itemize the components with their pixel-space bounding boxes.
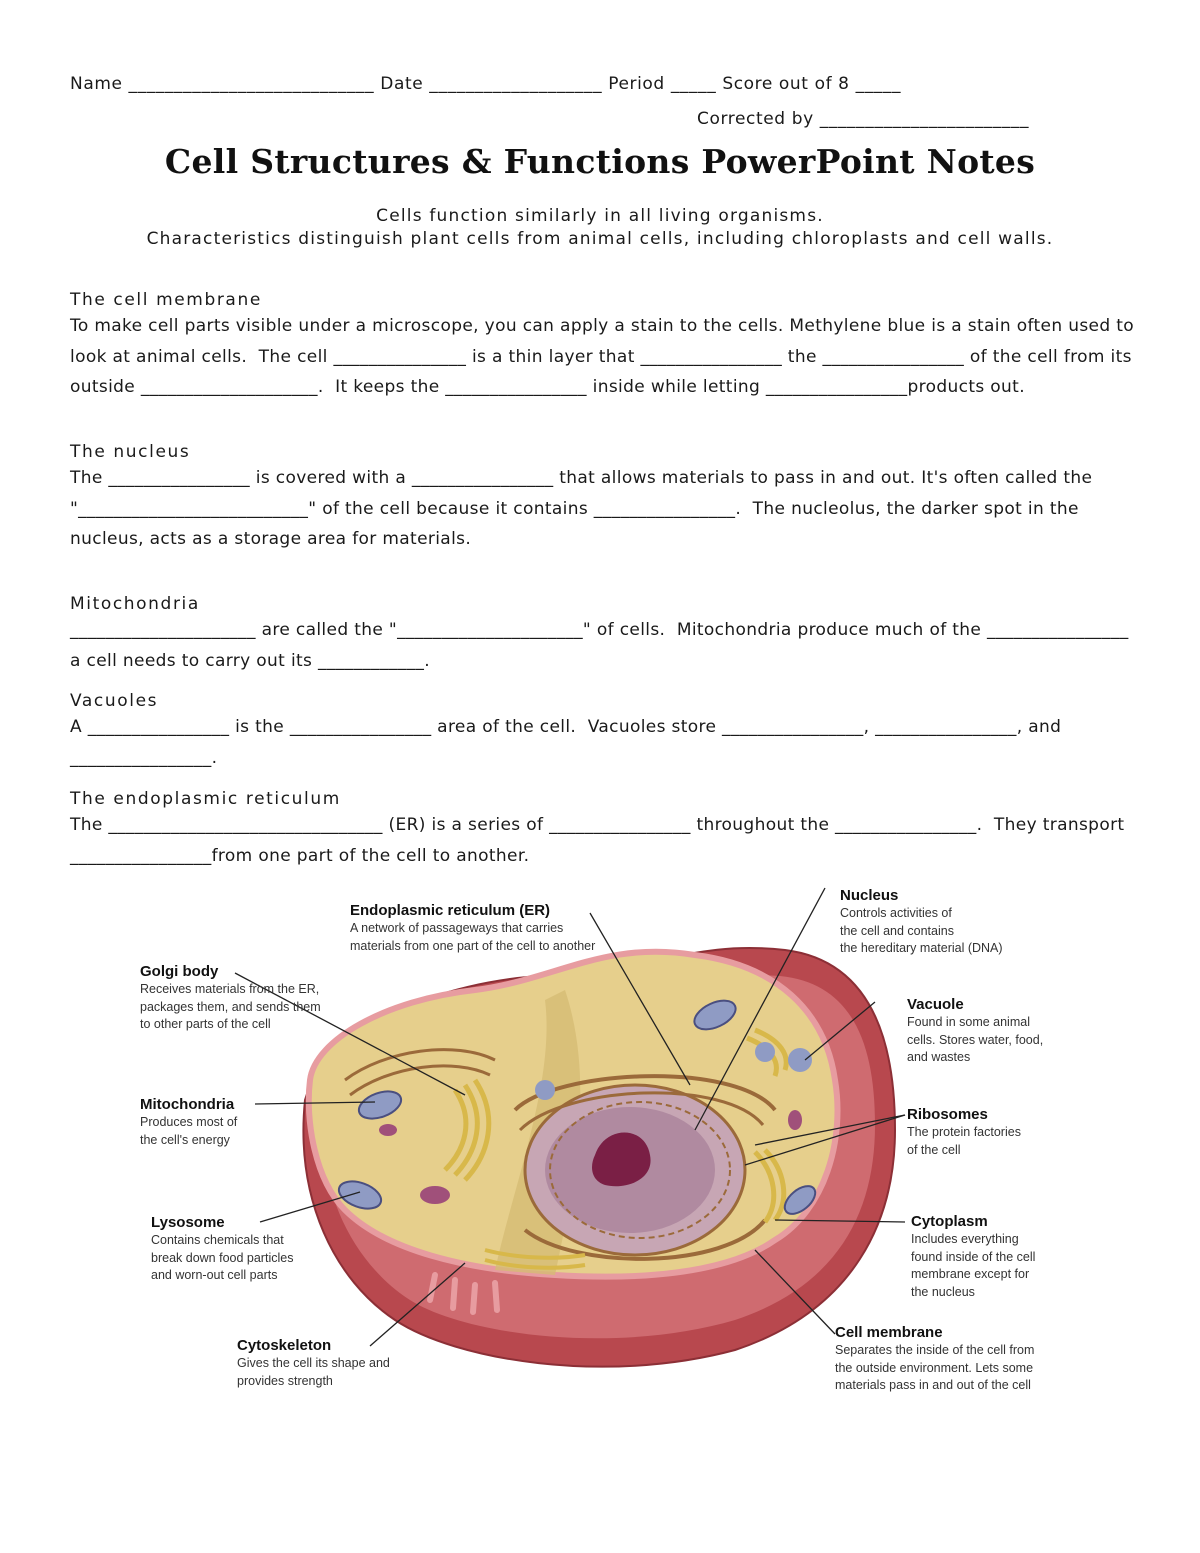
label-name: Cell membrane	[835, 1324, 943, 1341]
section-vacuoles	[70, 690, 1140, 773]
intro-line-1: Cells function similarly in all living organisms.	[376, 206, 824, 226]
section-heading: Vacuoles	[70, 691, 159, 711]
label-name: Nucleus	[840, 887, 899, 904]
label-description: Produces most of the cell's energy	[140, 1115, 238, 1147]
section-text: _____________________ are called the "_____________________" of cells. Mitochondria produce much of the ________________ a cell needs to carry out its ____________.	[70, 620, 1135, 671]
intro-line-2: Characteristics distinguish plant cells from animal cells, including chloroplasts and cell walls.	[146, 229, 1054, 249]
label-cell-membrane	[835, 1324, 1034, 1395]
label-mitochondria	[140, 1096, 237, 1149]
label-description: The protein factories of the cell	[907, 1125, 1021, 1157]
page-title: Cell Structures & Functions PowerPoint Notes	[164, 142, 1036, 181]
section-text: The ________________ is covered with a ________________ that allows materials to pass in and out. It's often called the "__________________________" of the cell because it contains ________________. The nucleolus, the darker spot in the nucleus, acts as a storage area for materials.	[70, 468, 1099, 549]
animal-cell-diagram	[135, 880, 1085, 1400]
section-text: To make cell parts visible under a microscope, you can apply a stain to the cells. Methylene blue is a stain often used to look at animal cells. The cell _______________ is a thin layer that ________________ the ________________ of the cell from its outside ____________________. It keeps the ________________ inside while letting ________________products out.	[70, 316, 1140, 397]
label-cytoskeleton	[237, 1337, 390, 1390]
name-date-period-score-line: Name ___________________________ Date ___________________ Period _____ Score out of 8 _____	[70, 74, 902, 94]
corrected-by-line: Corrected by _______________________	[697, 109, 1030, 129]
section-heading: The endoplasmic reticulum	[70, 789, 341, 809]
lysosome-shape	[420, 1186, 450, 1204]
label-name: Lysosome	[151, 1214, 225, 1231]
section-heading: The nucleus	[70, 442, 191, 462]
section-nucleus	[70, 441, 1140, 555]
label-name: Mitochondria	[140, 1096, 235, 1113]
label-name: Cytoplasm	[911, 1213, 988, 1230]
section-text: The _______________________________ (ER) is a series of ________________ throughout the ________________. They transport ________________from one part of the cell to another.	[70, 815, 1131, 866]
label-name: Cytoskeleton	[237, 1337, 332, 1354]
section-text: A ________________ is the ________________ area of the cell. Vacuoles store ________________, ________________, and ________________.	[70, 717, 1068, 768]
section-cell-membrane	[70, 289, 1140, 403]
label-description: Controls activities of the cell and contains the hereditary material (DNA)	[840, 906, 1003, 955]
section-heading: The cell membrane	[70, 290, 262, 310]
section-mitochondria	[70, 593, 1140, 676]
label-ribosomes	[907, 1106, 1021, 1159]
label-vacuole	[907, 996, 1043, 1067]
section-endoplasmic-reticulum	[70, 788, 1140, 871]
section-heading: Mitochondria	[70, 594, 200, 614]
label-name: Endoplasmic reticulum (ER)	[350, 902, 551, 919]
label-description: Separates the inside of the cell from the outside environment. Lets some materials pass in and out of the cell	[835, 1343, 1035, 1392]
label-description: Contains chemicals that break down food particles and worn-out cell parts	[151, 1233, 294, 1282]
vacuole-shape	[535, 1080, 555, 1100]
label-description: Gives the cell its shape and provides strength	[237, 1356, 390, 1388]
label-name: Golgi body	[140, 963, 219, 980]
label-nucleus	[840, 887, 1003, 958]
label-description: Includes everything found inside of the cell membrane except for the nucleus	[911, 1232, 1036, 1299]
label-name: Vacuole	[907, 996, 964, 1013]
label-description: Found in some animal cells. Stores water, food, and wastes	[907, 1015, 1044, 1064]
label-lysosome	[151, 1214, 293, 1285]
label-description: A network of passageways that carries materials from one part of the cell to another	[350, 921, 596, 953]
label-name: Ribosomes	[907, 1106, 988, 1123]
label-cytoplasm	[911, 1213, 1035, 1301]
label-description: Receives materials from the ER, packages them, and sends them to other parts of the cell	[140, 982, 321, 1031]
label-endoplasmic-reticulum	[350, 902, 595, 955]
label-golgi-body	[140, 963, 321, 1034]
